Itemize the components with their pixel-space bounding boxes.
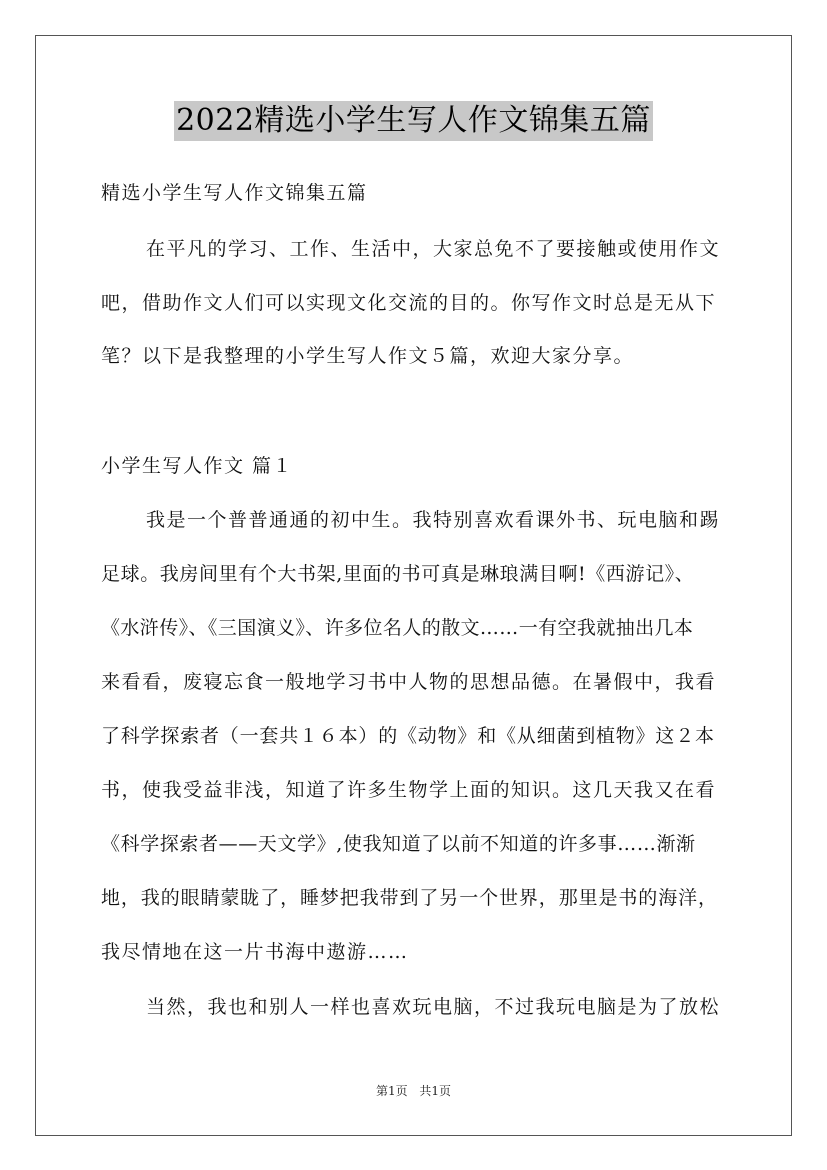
body-line-4: 来看看，废寝忘食一般地学习书中人物的思想品德。在暑假中，我看 [101,671,717,693]
body-line-7: 《科学探索者——天文学》,使我知道了以前不知道的许多事……渐渐 [101,833,696,855]
body-line-10: 当然，我也和别人一样也喜欢玩电脑，不过我玩电脑是为了放松 [146,996,721,1018]
title-wrap [0,101,827,141]
body-line-9: 我尽情地在这一片书海中遨游…… [101,941,409,963]
document-title: 2022精选小学生写人作文锦集五篇 [174,101,653,141]
page-total: 共1页 [419,1084,452,1098]
body-line-5: 了科学探索者（一套共１６本）的《动物》和《从细菌到植物》这２本 [101,725,715,747]
page-footer [0,1083,827,1099]
intro-line-1: 在平凡的学习、工作、生活中，大家总免不了要接触或使用作文 [146,238,721,260]
body-line-1: 我是一个普普通通的初中生。我特别喜欢看课外书、玩电脑和踢 [146,509,721,531]
body-line-3: 《水浒传》、《三国演义》、许多位名人的散文……一有空我就抽出几本 [101,617,694,639]
intro-line-3: 笔？以下是我整理的小学生写人作文５篇，欢迎大家分享。 [101,345,635,367]
page-number: 第1页 [375,1084,408,1098]
body-line-6: 书，使我受益非浅，知道了许多生物学上面的知识。这几天我又在看 [101,779,717,801]
intro-line-2: 吧，借助作文人们可以实现文化交流的目的。你写作文时总是无从下 [101,292,717,314]
section-heading: 小学生写人作文 篇１ [101,455,294,477]
body-line-8: 地，我的眼睛蒙眬了，睡梦把我带到了另一个世界，那里是书的海洋， [101,887,718,909]
body-line-2: 足球。我房间里有个大书架,里面的书可真是琳琅满目啊!《西游记》、 [101,563,695,585]
document-subtitle: 精选小学生写人作文锦集五篇 [101,182,368,204]
